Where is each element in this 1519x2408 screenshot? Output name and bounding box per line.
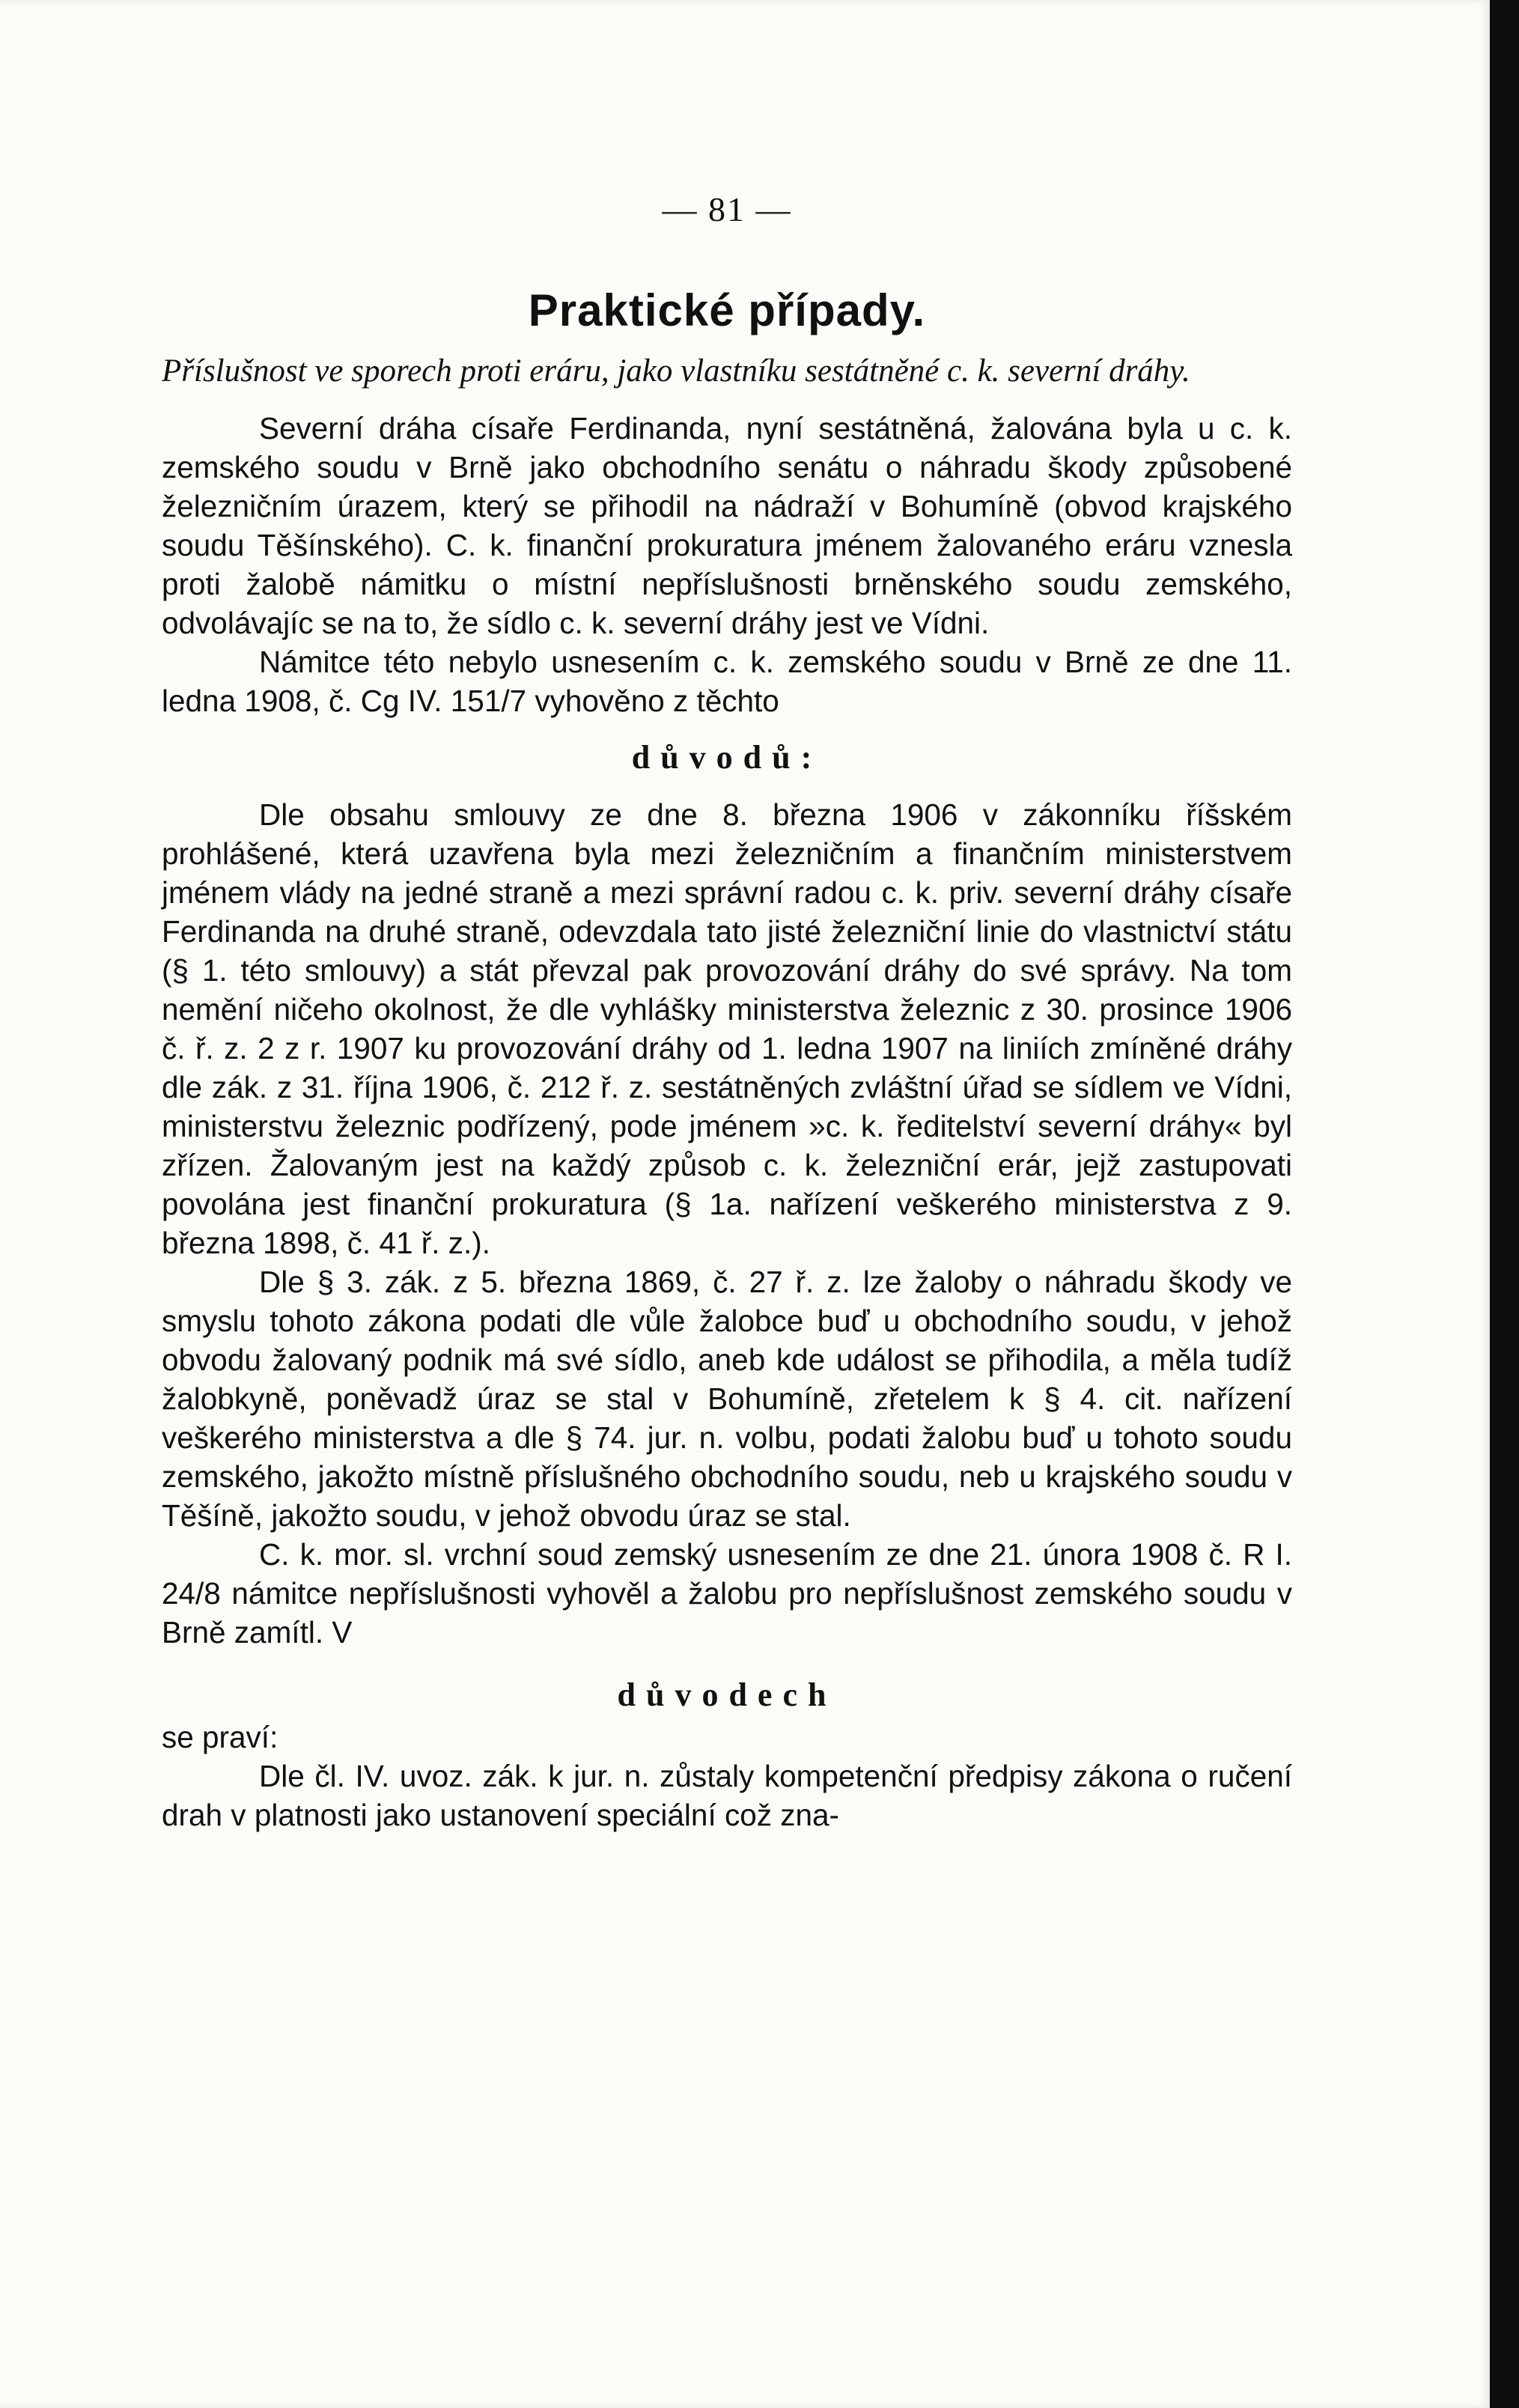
- paragraph-ruling-intro: Námitce této nebylo usnesením c. k. zemského soudu v Brně ze dne 11. ledna 1908, č. Cg IV. 151/7 vyhověno z těchto: [162, 645, 1292, 718]
- case-subtitle: Příslušnost ve sporech proti eráru, jako vlastníku sestátněné c. k. severní dráhy.: [162, 353, 1190, 389]
- heading-reasons-2: důvodech: [617, 1676, 837, 1713]
- scan-dark-edge: [1490, 0, 1519, 2408]
- line-se-pravi: se praví:: [162, 1720, 278, 1754]
- paragraph-contract: Dle obsahu smlouvy ze dne 8. března 1906 v zákonníku říšském prohlášené, která uzavřena byla mezi železničním a finančním ministerstvem jménem vlády na jedné straně a mezi správní radou c. k. priv. severní dráhy císaře Ferdinanda na druhé straně, odevzdala tato jisté železniční linie do vlastnictví státu (§ 1. této smlouvy) a stát převzal pak provozování dráhy do své správy. Na tom nemění ničeho okolnost, že dle vyhlášky ministerstva železnic z 30. prosince 1906 č. ř. z. 2 z r. 1907 ku provozování dráhy od 1. ledna 1907 na liniích zmíněné dráhy dle zák. z 31. října 1906, č. 212 ř. z. sestátněných zvláštní úřad se sídlem ve Vídni, ministerstvu železnic podřízený, pode jménem »c. k. ředitelství severní dráhy« byl zřízen. Žalovaným jest na každý způsob c. k. železniční erár, jejž zastupovati povolána jest finanční prokuratura (§ 1a. nařízení veškerého ministerstva z 9. března 1898, č. 41 ř. z.).: [162, 797, 1292, 1260]
- page-text-block: [162, 187, 1292, 1834]
- heading-reasons: důvodů:: [631, 739, 823, 776]
- paragraph-appeal: C. k. mor. sl. vrchní soud zemský usnesením ze dne 21. února 1908 č. R I. 24/8 námitce nepříslušnosti vyhověl a žalobu pro nepříslušnost zemského soudu v Brně zamítl. V: [162, 1537, 1292, 1650]
- section-title: Praktické případy.: [528, 285, 926, 335]
- paragraph-law-1869: Dle § 3. zák. z 5. března 1869, č. 27 ř. z. lze žaloby o náhradu škody ve smyslu tohoto zákona podati dle vůle žalobce buď u obchodního soudu, v jehož obvodu žalovaný podnik má své sídlo, aneb kde událost se přihodila, a měla tudíž žalobkyně, poněvadž úraz se stal v Bohumíně, zřetelem k § 4. cit. nařízení veškerého ministerstva a dle § 74. jur. n. volbu, podati žalobu buď u tohoto soudu zemského, jakožto místně příslušného obchodního soudu, neb u krajského soudu v Těšíně, jakožto soudu, v jehož obvodu úraz se stal.: [162, 1265, 1292, 1533]
- page-number: — 81 —: [662, 190, 792, 228]
- paragraph-case-facts: Severní dráha císaře Ferdinanda, nyní sestátněná, žalována byla u c. k. zemského soudu v Brně jako obchodního senátu o náhradu škody způsobené železničním úrazem, který se přihodil na nádraží v Bohumíně (obvod krajského soudu Těšínského). C. k. finanční prokuratura jménem žalovaného eráru vznesla proti žalobě námitku o místní nepříslušnosti brněnského soudu zemského, odvolávajíc se na to, že sídlo c. k. severní dráhy jest ve Vídni.: [162, 411, 1292, 640]
- paragraph-last: Dle čl. IV. uvoz. zák. k jur. n. zůstaly kompetenční předpisy zákona o ručení drah v platnosti jako ustanovení speciální což zna-: [162, 1759, 1292, 1832]
